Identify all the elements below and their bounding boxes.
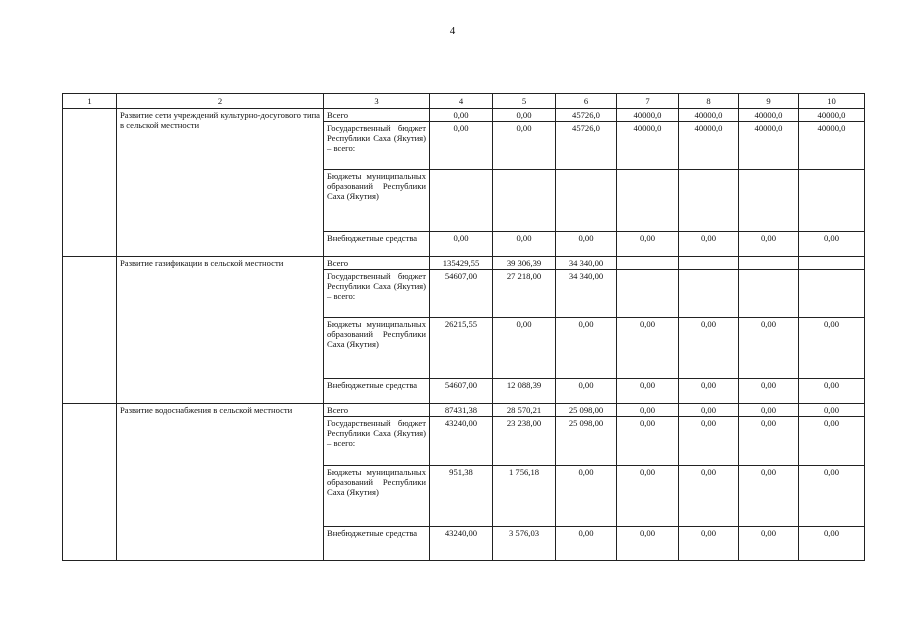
value-cell	[739, 257, 799, 270]
value-cell: 0,00	[679, 527, 739, 561]
funding-source: Государственный бюджет Республики Саха (Якутия) – всего:	[324, 417, 430, 466]
value-cell: 40000,0	[679, 109, 739, 122]
value-cell: 0,00	[617, 527, 679, 561]
value-cell: 0,00	[556, 466, 617, 527]
value-cell: 0,00	[799, 232, 865, 257]
funding-source: Бюджеты муниципальных образований Республики Саха (Якутия)	[324, 466, 430, 527]
value-cell: 0,00	[679, 404, 739, 417]
funding-source: Бюджеты муниципальных образований Республики Саха (Якутия)	[324, 318, 430, 379]
value-cell: 0,00	[493, 318, 556, 379]
value-cell: 12 088,39	[493, 379, 556, 404]
section-title: Развитие сети учреждений культурно-досугового типа в сельской местности	[117, 109, 324, 257]
value-cell: 87431,38	[430, 404, 493, 417]
value-cell: 40000,0	[799, 122, 865, 170]
value-cell	[430, 170, 493, 232]
funding-source: Государственный бюджет Республики Саха (Якутия) – всего:	[324, 270, 430, 318]
value-cell	[799, 170, 865, 232]
value-cell	[679, 257, 739, 270]
value-cell: 43240,00	[430, 417, 493, 466]
value-cell: 0,00	[679, 318, 739, 379]
value-cell	[617, 257, 679, 270]
value-cell	[679, 170, 739, 232]
value-cell: 0,00	[799, 417, 865, 466]
value-cell: 0,00	[799, 404, 865, 417]
value-cell: 0,00	[556, 379, 617, 404]
value-cell: 0,00	[493, 109, 556, 122]
value-cell: 0,00	[679, 417, 739, 466]
header-cell: 8	[679, 94, 739, 109]
value-cell: 0,00	[617, 232, 679, 257]
value-cell: 0,00	[430, 122, 493, 170]
value-cell: 0,00	[617, 318, 679, 379]
section-title: Развитие газификации в сельской местности	[117, 257, 324, 404]
value-cell: 40000,0	[739, 122, 799, 170]
table-row	[63, 404, 865, 417]
value-cell	[799, 257, 865, 270]
header-cell: 7	[617, 94, 679, 109]
value-cell: 25 098,00	[556, 404, 617, 417]
value-cell	[617, 170, 679, 232]
value-cell: 951,38	[430, 466, 493, 527]
value-cell: 23 238,00	[493, 417, 556, 466]
header-cell: 5	[493, 94, 556, 109]
value-cell: 0,00	[430, 232, 493, 257]
header-cell: 3	[324, 94, 430, 109]
funding-source: Государственный бюджет Республики Саха (Якутия) – всего:	[324, 122, 430, 170]
table-row	[63, 257, 865, 270]
table-row	[63, 109, 865, 122]
header-cell: 6	[556, 94, 617, 109]
value-cell: 0,00	[679, 379, 739, 404]
value-cell: 45726,0	[556, 109, 617, 122]
value-cell: 54607,00	[430, 270, 493, 318]
funding-source: Внебюджетные средства	[324, 527, 430, 561]
header-cell: 4	[430, 94, 493, 109]
value-cell: 0,00	[556, 527, 617, 561]
value-cell	[556, 170, 617, 232]
value-cell: 0,00	[739, 318, 799, 379]
value-cell: 0,00	[556, 318, 617, 379]
row-number-cell	[63, 404, 117, 561]
funding-source: Бюджеты муниципальных образований Республики Саха (Якутия)	[324, 170, 430, 232]
value-cell: 0,00	[739, 404, 799, 417]
row-number-cell	[63, 109, 117, 257]
value-cell	[739, 270, 799, 318]
header-cell: 10	[799, 94, 865, 109]
value-cell: 54607,00	[430, 379, 493, 404]
value-cell: 0,00	[739, 466, 799, 527]
value-cell	[493, 170, 556, 232]
value-cell: 26215,55	[430, 318, 493, 379]
value-cell: 40000,0	[739, 109, 799, 122]
value-cell: 40000,0	[617, 109, 679, 122]
value-cell: 0,00	[617, 417, 679, 466]
value-cell: 0,00	[799, 379, 865, 404]
value-cell	[739, 170, 799, 232]
value-cell: 39 306,39	[493, 257, 556, 270]
value-cell: 34 340,00	[556, 257, 617, 270]
value-cell: 34 340,00	[556, 270, 617, 318]
value-cell: 25 098,00	[556, 417, 617, 466]
value-cell: 1 756,18	[493, 466, 556, 527]
value-cell: 0,00	[679, 466, 739, 527]
value-cell: 0,00	[799, 318, 865, 379]
funding-source: Внебюджетные средства	[324, 379, 430, 404]
funding-source: Всего	[324, 404, 430, 417]
value-cell: 0,00	[739, 379, 799, 404]
page-number: 4	[449, 25, 456, 37]
section-title: Развитие водоснабжения в сельской местности	[117, 404, 324, 561]
value-cell: 0,00	[799, 527, 865, 561]
value-cell: 3 576,03	[493, 527, 556, 561]
value-cell: 0,00	[739, 527, 799, 561]
value-cell: 0,00	[739, 232, 799, 257]
value-cell	[799, 270, 865, 318]
value-cell	[679, 270, 739, 318]
value-cell: 40000,0	[799, 109, 865, 122]
value-cell: 27 218,00	[493, 270, 556, 318]
value-cell	[617, 270, 679, 318]
value-cell: 0,00	[430, 109, 493, 122]
value-cell: 0,00	[493, 122, 556, 170]
value-cell: 0,00	[556, 232, 617, 257]
value-cell: 28 570,21	[493, 404, 556, 417]
value-cell: 0,00	[679, 232, 739, 257]
value-cell: 40000,0	[617, 122, 679, 170]
value-cell: 0,00	[493, 232, 556, 257]
header-cell: 1	[63, 94, 117, 109]
header-cell: 9	[739, 94, 799, 109]
value-cell: 43240,00	[430, 527, 493, 561]
funding-source: Внебюджетные средства	[324, 232, 430, 257]
value-cell: 0,00	[617, 466, 679, 527]
value-cell: 135429,55	[430, 257, 493, 270]
header-cell: 2	[117, 94, 324, 109]
value-cell: 40000,0	[679, 122, 739, 170]
value-cell: 0,00	[617, 379, 679, 404]
value-cell: 0,00	[799, 466, 865, 527]
budget-table	[62, 93, 865, 561]
value-cell: 0,00	[739, 417, 799, 466]
funding-source: Всего	[324, 257, 430, 270]
value-cell: 0,00	[617, 404, 679, 417]
row-number-cell	[63, 257, 117, 404]
value-cell: 45726,0	[556, 122, 617, 170]
funding-source: Всего	[324, 109, 430, 122]
header-row	[63, 94, 865, 109]
